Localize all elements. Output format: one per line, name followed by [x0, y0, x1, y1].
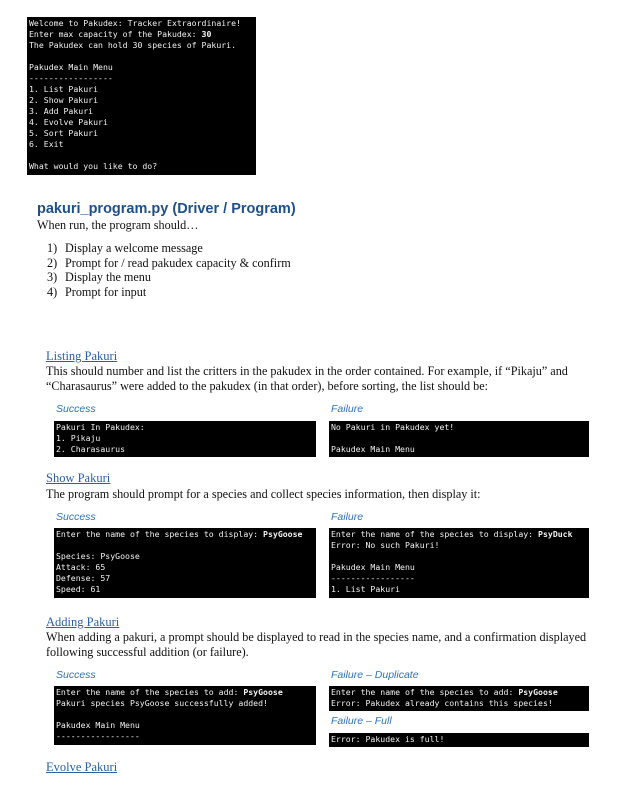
- terminal-text: 1. List Pakuri: [29, 84, 99, 94]
- terminal-line: [29, 73, 254, 84]
- terminal-text: Defense: 57: [56, 573, 111, 583]
- terminal-user-input: PsyGoose: [243, 687, 283, 697]
- terminal-line: [29, 62, 254, 73]
- terminal-text: 3. Add Pakuri: [29, 106, 94, 116]
- terminal-text: The Pakudex can hold 30 species of Pakuri.: [29, 40, 237, 50]
- terminal-line: [331, 529, 587, 540]
- terminal-line: [331, 573, 587, 584]
- show-desc: The program should prompt for a species and collect species information, then display it:: [46, 487, 481, 501]
- terminal-line: [331, 698, 587, 709]
- adding-failure-duplicate-label: Failure – Duplicate: [331, 669, 419, 681]
- terminal-line: [56, 698, 314, 709]
- terminal-line: [331, 540, 587, 551]
- terminal-line: [331, 562, 587, 573]
- listing-success-label: Success: [56, 403, 96, 415]
- step-item: 1) Display a welcome message: [47, 241, 203, 255]
- terminal-text: 5. Sort Pakuri: [29, 128, 99, 138]
- adding-pakuri-link[interactable]: Adding Pakuri: [46, 615, 120, 629]
- adding-failure-full-terminal: [329, 733, 589, 747]
- terminal-text: Attack: 65: [56, 562, 106, 572]
- terminal-text: 6. Exit: [29, 139, 64, 149]
- adding-desc-line1: When adding a pakuri, a prompt should be displayed to read in the species name, and a confirmation displayed: [46, 630, 587, 644]
- terminal-text: Speed: 61: [56, 584, 101, 594]
- driver-steps: [47, 241, 291, 299]
- terminal-text: -----------------: [29, 73, 113, 83]
- terminal-line: [29, 150, 254, 161]
- listing-failure-terminal: [329, 421, 589, 457]
- terminal-text: What would you like to do?: [29, 161, 158, 171]
- terminal-line: [56, 731, 314, 742]
- terminal-text: 2. Charasaurus: [56, 444, 126, 454]
- terminal-text: Pakudex Main Menu: [331, 444, 415, 454]
- driver-intro: When run, the program should…: [37, 218, 199, 232]
- terminal-line: [29, 84, 254, 95]
- terminal-line: [56, 720, 314, 731]
- terminal-line: [29, 128, 254, 139]
- terminal-line: [56, 562, 314, 573]
- terminal-line: [56, 529, 314, 540]
- terminal-text: 1. List Pakuri: [331, 584, 401, 594]
- terminal-line: [331, 422, 587, 433]
- listing-pakuri-link[interactable]: Listing Pakuri: [46, 349, 118, 363]
- terminal-line: [56, 551, 314, 562]
- terminal-line: [56, 709, 314, 720]
- adding-failure-full-label: Failure – Full: [331, 715, 392, 727]
- terminal-text: 4. Evolve Pakuri: [29, 117, 108, 127]
- terminal-line: [29, 40, 254, 51]
- adding-success-terminal: [54, 686, 316, 745]
- terminal-text: Pakuri In Pakudex:: [56, 422, 145, 432]
- terminal-line: [29, 117, 254, 128]
- terminal-user-input: PsyDuck: [538, 529, 573, 539]
- terminal-text: Enter the name of the species to add:: [331, 687, 519, 697]
- terminal-text: Error: No such Pakuri!: [331, 540, 440, 550]
- listing-failure-label: Failure: [331, 403, 364, 415]
- step-item: 2) Prompt for / read pakudex capacity & confirm: [47, 255, 291, 270]
- terminal-line: [331, 551, 587, 562]
- show-success-label: Success: [56, 511, 96, 523]
- terminal-text: 2. Show Pakuri: [29, 95, 99, 105]
- terminal-text: Pakudex Main Menu: [331, 562, 415, 572]
- terminal-line: [29, 18, 254, 29]
- terminal-text: Pakuri species PsyGoose successfully added!: [56, 698, 268, 708]
- terminal-line: [331, 584, 587, 595]
- show-failure-label: Failure: [331, 511, 364, 523]
- terminal-text: Enter the name of the species to display:: [331, 529, 539, 539]
- step-item: 4) Prompt for input: [47, 284, 147, 299]
- terminal-line: [56, 422, 314, 433]
- intro-terminal: [27, 17, 256, 175]
- terminal-text: Error: Pakudex is full!: [331, 734, 445, 744]
- adding-failure-duplicate-terminal: [329, 686, 589, 711]
- terminal-line: [56, 444, 314, 455]
- terminal-text: -----------------: [331, 573, 415, 583]
- terminal-line: [29, 95, 254, 106]
- terminal-line: [331, 734, 587, 745]
- show-failure-terminal: [329, 528, 589, 598]
- terminal-text: 1. Pikaju: [56, 433, 101, 443]
- terminal-line: [331, 433, 587, 444]
- terminal-text: Welcome to Pakudex: Tracker Extraordinaire!: [29, 18, 241, 28]
- terminal-line: [331, 444, 587, 455]
- terminal-line: [56, 433, 314, 444]
- terminal-text: Enter max capacity of the Pakudex:: [29, 29, 202, 39]
- listing-success-terminal: [54, 421, 316, 457]
- adding-desc-line2: following successful addition (or failure).: [46, 645, 249, 659]
- terminal-line: [56, 540, 314, 551]
- terminal-user-input: PsyGoose: [518, 687, 558, 697]
- listing-desc-line2: “Charasaurus” were added to the pakudex (in that order), before sorting, the list should be:: [46, 379, 488, 393]
- terminal-line: [331, 687, 587, 698]
- terminal-line: [29, 139, 254, 150]
- terminal-text: Pakudex Main Menu: [29, 62, 113, 72]
- terminal-text: Species: PsyGoose: [56, 551, 140, 561]
- terminal-line: [29, 29, 254, 40]
- terminal-text: -----------------: [56, 731, 140, 741]
- adding-success-label: Success: [56, 669, 96, 681]
- terminal-line: [56, 584, 314, 595]
- terminal-line: [29, 51, 254, 62]
- terminal-user-input: PsyGoose: [263, 529, 303, 539]
- step-item: 3) Display the menu: [47, 270, 151, 285]
- terminal-line: [29, 161, 254, 172]
- terminal-text: No Pakuri in Pakudex yet!: [331, 422, 455, 432]
- listing-desc-line1: This should number and list the critters in the pakudex in the order contained. For example, if “Pikaju” and: [46, 364, 568, 378]
- terminal-line: [56, 687, 314, 698]
- terminal-line: [56, 573, 314, 584]
- terminal-text: Error: Pakudex already contains this species!: [331, 698, 553, 708]
- terminal-text: Enter the name of the species to add:: [56, 687, 244, 697]
- terminal-line: [29, 106, 254, 117]
- show-success-terminal: [54, 528, 316, 598]
- terminal-text: Pakudex Main Menu: [56, 720, 140, 730]
- terminal-text: Enter the name of the species to display:: [56, 529, 264, 539]
- evolve-pakuri-link[interactable]: Evolve Pakuri: [46, 760, 118, 774]
- driver-heading: pakuri_program.py (Driver / Program): [37, 201, 296, 217]
- show-pakuri-link[interactable]: Show Pakuri: [46, 471, 111, 485]
- terminal-user-input: 30: [201, 29, 212, 39]
